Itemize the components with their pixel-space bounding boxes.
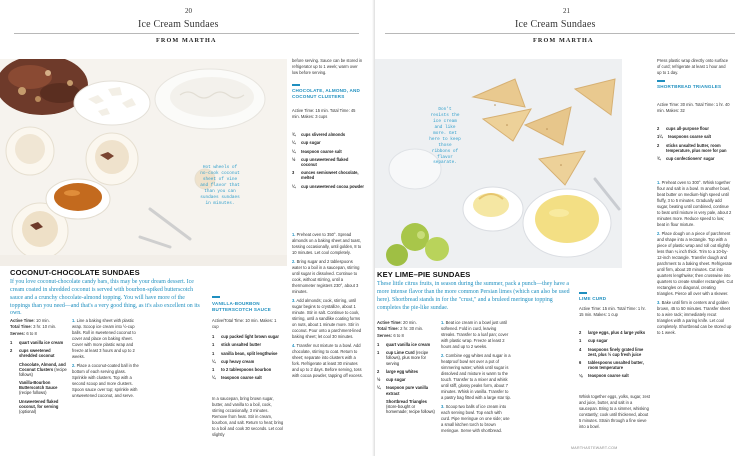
ingredient-item: ¾ cup confectioners' sugar — [657, 156, 715, 161]
ingredient-item: ½ cup unsweetened flaked coconut — [292, 156, 349, 167]
clusters-title: CHOCOLATE, ALMOND, AND COCONUT CLUSTERS — [292, 88, 361, 99]
header-rule — [14, 33, 359, 34]
running-subtitle-left: FROM MARTHA — [156, 37, 217, 44]
ingredient-item: 1 stick unsalted butter — [212, 342, 262, 348]
page-footer: MARTHASTEWART.COM — [571, 446, 618, 450]
running-subtitle-right: FROM MARTHA — [533, 37, 594, 44]
step: 3. Bake until firm in centers and golden brown, 45 to 50 minutes. Transfer sheet to a wire rack; immediately recut triangles with a paring knife. Let cool completely. Shortbread can be stored up to 1 week. — [657, 300, 732, 336]
ingredient-item: ¾ cups slivered almonds — [292, 132, 346, 137]
step: 3. Scoop two balls of ice cream into each serving bowl. Top each with curd. Pipe meringue on one side; use a small kitchen torch to brown meringue. Serve with shortbread. — [441, 404, 510, 434]
ingredients-list-right — [377, 342, 437, 417]
step: 2. Combine egg whites and sugar in a heatproof bowl set over a pot of simmering water; whisk until sugar is dissolved and mixture is warm to the touch. Transfer to a mixer and whisk until stiff, glossy peaks form, about 7 minutes. Whisk in vanilla. Transfer to a pastry bag fitted with a large star tip. — [441, 353, 511, 401]
running-title-right: Ice Cream Sundaes — [515, 19, 596, 30]
ingredient-item: 1 cup sugar — [579, 338, 608, 344]
shortbread-ingredients — [657, 126, 733, 164]
ingredient-item: ¼ cup sugar — [292, 140, 321, 146]
clusters-title-bar — [292, 84, 300, 86]
clusters-steps — [292, 232, 364, 382]
clusters-meta: Active Time: 15 min. Total Time: 45 min. Makes: 3 cups — [292, 108, 356, 119]
ingredient-item: 1¼ teaspoons coarse salt — [657, 134, 712, 140]
step: 3. Add almonds; cook, stirring, until sugar begins to crystallize, about 1 minute. Stir in salt. Continue to cook, stirring, until a sandlike coating forms on nuts, about 1 minute more. Stir in coconut. Pour onto a parchment-lined baking sheet; let cool 30 minutes. — [292, 298, 362, 340]
ingredient-item: 2 cups all-purpose flour — [657, 126, 709, 131]
right-page — [375, 0, 750, 456]
ingredient-item: Vanilla-Bourbon Butterscotch Sauce (recipe follows) — [19, 380, 58, 396]
recipe-intro-left: If you love coconut-chocolate candy bars, this may be your dream dessert. Ice cream coated in shredded coconut is served with bourbon-spiked butterscotch sauce and a crunchy chocolate-almond topping. You will have more of the toppings than you need—and that's a very good thing, as it's also excellent on its own. — [10, 279, 200, 317]
shredded-coconut-graphic — [155, 69, 265, 129]
shortbread-steps — [657, 180, 733, 339]
step: 4. Transfer nut mixture to a bowl. Add chocolate, stirring to coat. Return to sheet; separate into clusters with a fork. Refrigerate at least 30 minutes and up to 2 days. Before serving, toss with cocoa powder, tapping off excess. — [292, 343, 363, 379]
running-title-left: Ice Cream Sundaes — [138, 19, 219, 30]
key-lime-sundae-photo — [375, 59, 622, 268]
photo-caption-right: Don't resists the ice cream and like more. Get here to keep those ribbons of flavor separate. — [429, 107, 461, 166]
sauce-method: In a saucepan, bring brown sugar, butter, and vanilla to a boil, cook, stirring occasionally, 3 minutes. Remove from heat. Stir in cream, bourbon, and salt. Return to heat; bring to a boil and cook 30 seconds. Let cool slightly — [212, 396, 284, 437]
sauce-title-bar — [212, 296, 220, 298]
coconut-flakes-graphic — [74, 81, 150, 125]
sauce-ingredients — [212, 334, 284, 384]
ingredient-item: ⅛ teaspoon coarse salt — [579, 373, 629, 379]
ingredient-item: ½ cup sugar — [377, 377, 406, 383]
recipe-intro-right: These little citrus fruits, in season during the summer, pack a punch—they have a more intense flavor than the more common Persian limes (which can also be used here). Shortbread stands in for the "crust," and a bruleed meringue topping completes the pie-like sundae. — [377, 281, 570, 311]
curd-title-bar — [579, 292, 587, 294]
steps-right — [441, 320, 511, 437]
ingredient-item: ¼ cup heavy cream — [212, 358, 255, 364]
steps-left — [72, 318, 140, 402]
page-number-right: 21 — [563, 7, 570, 15]
butterscotch-sauce-continued: before serving. Sauce can be stored in refrigerator up to 1 week; warm over low before serving. — [292, 58, 363, 75]
step: 1. Preheat oven to 350°. Spread almonds on a baking sheet and toast, tossing occasionally, until golden, 8 to 10 minutes. Let cool completely. — [292, 232, 362, 256]
photo-caption-left: Hot wheels of no-cook coconut sheet of vine and flavor that than you can sundaes sundaes in minutes. — [200, 165, 240, 206]
step: 1. Line a baking sheet with plastic wrap. Scoop ice cream into ½-cup balls. Roll in sweetened coconut to cover and place on baking sheet. Cover with more plastic wrap and freeze at least 3 hours and up to 2 weeks. — [72, 318, 136, 360]
ingredient-item: ¼ teaspoon coarse salt — [292, 148, 342, 154]
caramel-sauce-graphic — [46, 179, 110, 219]
ingredient-item: 3 ounces semisweet chocolate, melted — [292, 170, 359, 181]
step: 2. Place dough on a piece of parchment and shape into a rectangle. Top with a piece of plastic wrap and roll out slightly less than ¼ inch thick. Trim to a 10-by-12-inch rectangle. Transfer dough and parchment to a baking sheet. Refrigerate until firm, about 20 minutes. Cut into quarters lengthwise; then crosswise into quarters to create smaller rectangles. Cut rectangles on diagonal, creating triangles. Pierce all over with a skewer. — [657, 231, 733, 297]
ingredient-item: Chocolate, Almond, and Coconut Clusters (recipe follows) — [19, 361, 67, 377]
ingredient-item: ¼ teaspoon pure vanilla extract — [377, 385, 429, 396]
ingredient-item: 1 quart vanilla ice cream — [377, 342, 431, 347]
ingredient-item: 1 cup packed light brown sugar — [212, 334, 280, 339]
ingredient-item: 4 teaspoons finely grated lime zest, plus ½ cup fresh juice — [579, 346, 644, 357]
ingredient-item: ¼ cup unsweetened cocoa powder — [292, 183, 365, 189]
ingredient-item: 2 cups sweetened shredded coconut — [10, 348, 55, 359]
page-number-left: 20 — [185, 7, 192, 15]
curd-title: LIME CURD — [579, 296, 607, 301]
key-lime-illustration — [375, 59, 622, 268]
shortbread-meta: Active Time: 30 min. Total Time: 1 hr. 40 min. Makes: 32 — [657, 102, 730, 113]
sundae-toppings-photo — [0, 59, 287, 266]
ingredient-item: 1 quart vanilla ice cream — [10, 340, 64, 345]
curd-meta: Active Time: 15 min. Total Time: 1 hr. 15 min. Makes: 1 cup — [579, 306, 646, 317]
ingredient-item: 2 sticks unsalted butter, room temperature, plus more for pan — [657, 142, 727, 153]
step: 2. Place a coconut-coated ball in the bottom of each serving glass. Sprinkle with clusters. Top with a second scoop and more clusters. Spoon sauce over top; sprinkle with unsweetened coconut, and serve. — [72, 363, 139, 399]
ingredient-item: 1 cup Lime Curd (recipe follows), plus more for serving — [377, 350, 429, 366]
ingredient-item: ¼ teaspoon coarse salt — [212, 375, 262, 381]
recipe-meta-left: Active Time: 10 min. Total Time: 3 hr. 10 min. Serves: 6 to 8 — [10, 318, 57, 336]
shortbread-title-bar — [657, 80, 665, 82]
ingredient-item: 1 vanilla bean, split lengthwise — [212, 350, 278, 356]
lime-curd-continued: Press plastic wrap directly onto surface of curd; refrigerate at least 1 hour and up to 1 day. — [657, 58, 728, 75]
lime-curd-bowl-graphic — [523, 189, 611, 257]
clusters-ingredients — [292, 132, 364, 192]
ingredient-item: Shortbread Triangles (store-bought or homemade; recipe follows) — [386, 398, 435, 415]
step: 2. Bring sugar and 2 tablespoons water to a boil in a saucepan, stirring until sugar is dissolved. Continue to cook, without stirring, until a thermometer registers 230°, about 3 minutes. — [292, 259, 360, 295]
ingredients-list-left — [10, 340, 68, 417]
ingredient-item: 2 large egg whites — [377, 368, 419, 374]
ingredient-item: 2 large eggs, plus 4 large yolks — [579, 330, 646, 335]
step: 1. Preheat oven to 300°. Whisk together flour and salt in a bowl. In another bowl, beat butter on medium-high speed until fluffy, 3 to 5 minutes. Gradually add sugar, beating until combined, continue to beat until mixture is very pale, about 2 minutes more. Reduce speed to low; beat in flour mixture. — [657, 180, 732, 228]
ingredient-item: 6 tablespoons unsalted butter, room temperature — [579, 360, 644, 371]
recipe-title-left: COCONUT-CHOCOLATE SUNDAES — [10, 268, 140, 277]
sundae-toppings-illustration — [0, 59, 287, 266]
sundae-dish-graphic — [463, 187, 523, 231]
curd-ingredients — [579, 330, 651, 382]
ingredient-item: Unsweetened flaked coconut, for serving (optional) — [19, 398, 59, 414]
recipe-meta-right: Active Time: 20 min. Total Time: 2 hr. 30 min. Serves: 6 to 8 — [377, 320, 424, 338]
recipe-title-right: KEY LIME–PIE SUNDAES — [377, 270, 471, 279]
sauce-meta: Active/Total Time: 10 min. Makes: 1 cup — [212, 318, 277, 329]
ingredient-item: 1 to 2 tablespoons bourbon — [212, 367, 272, 373]
curd-method: Whisk together eggs, yolks, sugar, zest and juice, butter, and salt in a saucepan. Bring to a simmer, whisking constantly; cook until thickened, about 5 minutes. Strain through a fine sieve into a bowl. — [579, 394, 650, 429]
header-rule — [385, 33, 735, 34]
sauce-title: VANILLA-BOURBON BUTTERSCOTCH SAUCE — [212, 301, 271, 312]
step: 1. Beat ice cream in a bowl just until softened. Fold in curd, leaving streaks. Transfer to a loaf pan; cover with plastic wrap. Freeze at least 2 hours and up to 2 weeks. — [441, 320, 509, 350]
shortbread-title: SHORTBREAD TRIANGLES — [657, 84, 722, 89]
